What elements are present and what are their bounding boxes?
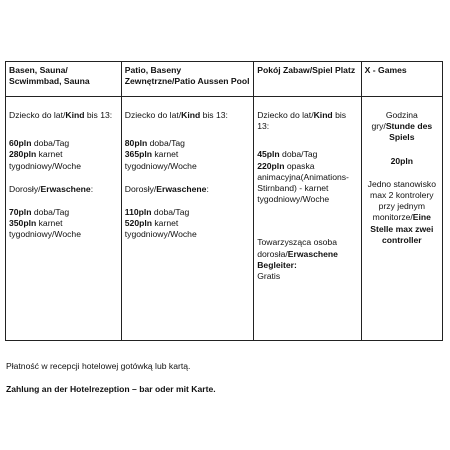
price-unit: karnet tygodniowy/Woche (9, 149, 81, 171)
child-label (125, 110, 250, 121)
hour-label-de: Stunde des Spiels (385, 121, 433, 143)
cell-patio-outdoor-pool (121, 97, 253, 341)
cell-x-games (361, 97, 442, 341)
price-day-adult (125, 207, 250, 218)
child-label-suffix: bis 13: (84, 110, 113, 120)
adult-label-suffix: : (90, 183, 94, 194)
price-table (5, 61, 443, 341)
price-unit: doba/Tag (279, 149, 318, 160)
price-week-child (9, 149, 118, 171)
cell-pool-sauna (6, 97, 122, 341)
escort-label (257, 237, 357, 271)
header-pool-sauna: Basen, Sauna/ Scwimmbad, Sauna (6, 62, 122, 97)
header-patio-outdoor-pool: Patio, Baseny Zewnętrzne/Patio Aussen Pool (121, 62, 253, 97)
price-day-child (125, 138, 250, 149)
escort-label-pl: Towarzysząca osoba dorosła/ (257, 237, 337, 259)
payment-note-pl: Płatność w recepcji hotelowej gotówką lub kartą. (6, 361, 191, 371)
price-amount: 60pln (9, 138, 32, 149)
price-unit: karnet tygodniowy/Woche (124, 149, 197, 171)
price-unit: karnet tygodniowy/Woche (9, 218, 81, 240)
adult-label (9, 184, 118, 195)
station-info-de: Eine Stelle max zwei controller (370, 212, 434, 245)
price-unit: doba/Tag (151, 207, 190, 218)
escort-price: Gratis (257, 271, 281, 282)
cell-playroom (254, 97, 361, 341)
child-label-pl: Dziecko do lat/ (9, 110, 66, 120)
price-amount: 110pln (124, 207, 152, 218)
child-label-suffix: bis 13: (257, 110, 347, 132)
price-amount: 80pln (124, 138, 148, 149)
price-amount: 365pln (124, 149, 152, 160)
hour-label-pl: Godzina gry/ (371, 110, 418, 132)
price-amount: 520pln (124, 218, 152, 229)
price-amount: 20pln (390, 155, 414, 166)
adult-label-pl: Dorosły/ (9, 183, 41, 194)
price-day-child (9, 138, 118, 149)
price-unit: opaska animacyjna(Animations-Stirnband) - karnet tygodniowy/Woche (257, 160, 349, 205)
adult-label-pl: Dorosły/ (124, 183, 157, 194)
price-unit: karnet tygodniowy/Woche (124, 218, 197, 240)
child-label-pl: Dziecko do lat/ (124, 110, 182, 120)
price-week-child (257, 161, 357, 206)
adult-label (125, 184, 250, 195)
station-info (365, 179, 439, 246)
child-label-de: Kind (181, 110, 201, 120)
price-week-adult (125, 218, 250, 240)
price-amount: 70pln (9, 207, 32, 218)
payment-note-de: Zahlung an der Hotelrezeption – bar oder mit Karte. (6, 384, 216, 394)
table-header-row (6, 62, 443, 97)
header-x-games: X - Games (361, 62, 442, 97)
price-unit: doba/Tag (31, 138, 70, 149)
x-games-price (365, 156, 439, 167)
escort-label-suffix: : (294, 259, 297, 270)
price-week-child (125, 149, 250, 171)
station-info-pl: Jedno stanowisko max 2 kontrolery przy jednym monitorze/ (367, 178, 436, 223)
child-label (257, 110, 357, 132)
price-week-adult (9, 218, 118, 240)
table-body-row (6, 97, 443, 341)
hour-label (365, 110, 439, 144)
child-label-de: Kind (313, 110, 333, 120)
adult-label-de: Erwaschene (40, 183, 91, 194)
child-label-de: Kind (65, 110, 85, 120)
child-label (9, 110, 118, 121)
price-unit: doba/Tag (31, 207, 70, 218)
escort-label-de: Erwaschene Begleiter (257, 248, 338, 270)
price-day-adult (9, 207, 118, 218)
header-playroom: Pokój Zabaw/Spiel Platz (254, 62, 361, 97)
price-day-child (257, 149, 357, 160)
child-label-suffix: bis 13: (200, 110, 228, 120)
adult-label-de: Erwaschene (156, 183, 207, 194)
price-amount: 45pln (257, 149, 280, 160)
price-amount: 350pln (9, 218, 37, 229)
price-amount: 220pln (257, 160, 285, 171)
price-amount: 280pln (9, 149, 37, 160)
price-unit: doba/Tag (147, 138, 185, 149)
adult-label-suffix: : (206, 183, 209, 194)
child-label-pl: Dziecko do lat/ (257, 110, 314, 120)
